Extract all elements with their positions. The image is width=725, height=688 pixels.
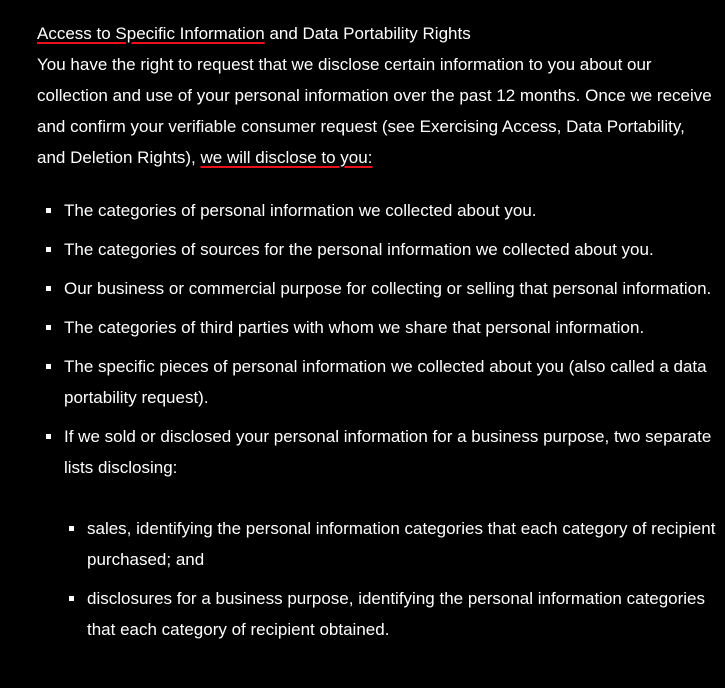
nested-disclosure-list <box>37 513 717 645</box>
privacy-policy-section <box>37 18 717 653</box>
section-heading <box>37 18 717 49</box>
list-item-text: The categories of personal information we collected about you. <box>64 201 537 220</box>
list-item <box>37 421 717 645</box>
list-item-text: The categories of sources for the personal information we collected about you. <box>64 240 654 259</box>
list-item-text: Our business or commercial purpose for collecting or selling that personal information. <box>64 279 712 298</box>
list-item-text: The specific pieces of personal information we collected about you (also called a data portability request). <box>64 357 707 407</box>
list-item <box>37 312 717 343</box>
list-item-text: The categories of third parties with whom we share that personal information. <box>64 318 645 337</box>
intro-underlined-text: we will disclose to you: <box>200 148 373 167</box>
list-item <box>37 195 717 226</box>
nested-list-item-text: disclosures for a business purpose, identifying the personal information categories that each category of recipient obtained. <box>87 589 706 639</box>
list-item <box>37 351 717 413</box>
nested-list-item-text: sales, identifying the personal information categories that each category of recipient purchased; and <box>87 519 716 569</box>
nested-list-wrapper <box>37 513 717 645</box>
list-item <box>37 273 717 304</box>
intro-text: You have the right to request that we disclose certain information to you about our collection and use of your personal information over the past 12 months. Once we receive and confirm your verifiable consumer request (see Exercising Access, Data Portability, and Deletion Rights), <box>37 55 712 167</box>
list-item <box>37 234 717 265</box>
nested-list-item <box>37 583 717 645</box>
intro-paragraph <box>37 49 717 173</box>
section-heading-underlined: Access to Specific Information <box>37 24 265 43</box>
nested-list-item <box>37 513 717 575</box>
section-heading-rest: and Data Portability Rights <box>264 24 471 43</box>
list-item-text: If we sold or disclosed your personal information for a business purpose, two separate lists disclosing: <box>64 427 712 477</box>
disclosure-list <box>37 195 717 645</box>
